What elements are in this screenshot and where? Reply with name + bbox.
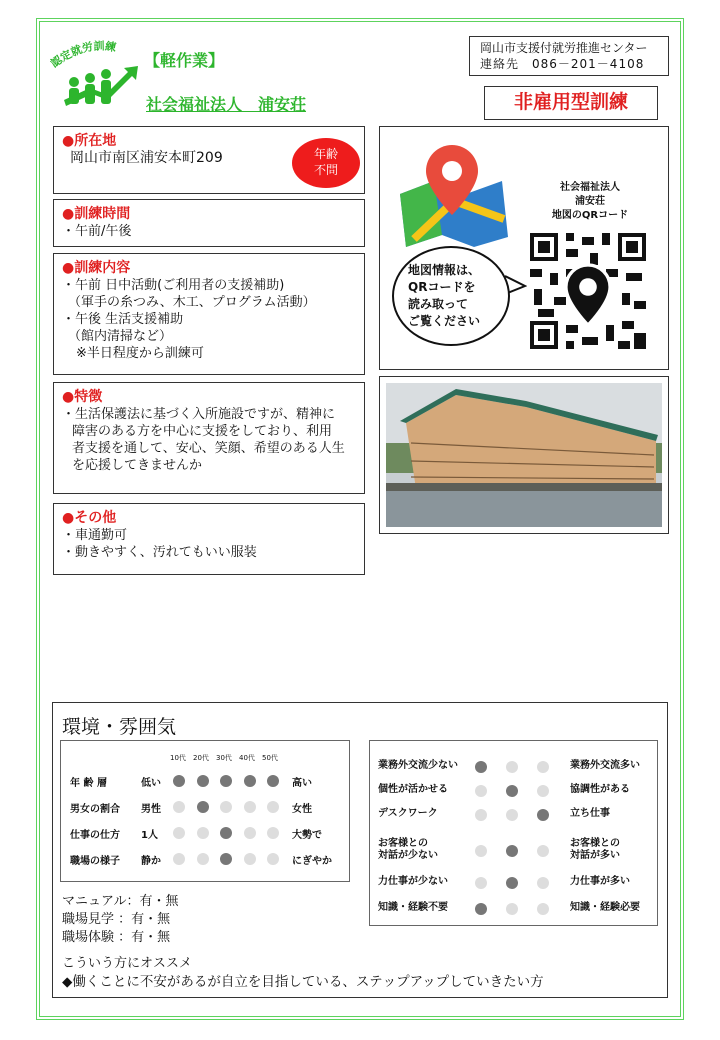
rating-high: 女性 [292, 804, 312, 815]
trait-right [570, 784, 630, 796]
rating-dot [220, 853, 232, 865]
trait-dot [475, 761, 487, 773]
trait-left [378, 838, 438, 862]
trait-left [378, 902, 448, 914]
rating-low: 男性 [141, 804, 161, 815]
trait-dot [475, 903, 487, 915]
rating-dot [197, 775, 209, 787]
content-line: ・午前 日中活動(ご利用者の支援補助) [62, 278, 285, 293]
rating-dot [197, 827, 209, 839]
bubble-line: 読み取って [408, 297, 469, 311]
other-line: ・車通勤可 [62, 528, 128, 543]
rating-dot [244, 853, 256, 865]
location-heading: ●所在地 [62, 133, 117, 149]
rating-dot [173, 853, 185, 865]
svg-text:認定就労訓練 [50, 39, 117, 71]
other-box [53, 503, 365, 575]
rating-dot [267, 775, 279, 787]
trait-dot [537, 761, 549, 773]
contact-number: 連絡先 086－201－4108 [480, 57, 645, 71]
age-tick: 30代 [216, 754, 232, 762]
age-ticks [170, 753, 285, 763]
rating-dot [197, 801, 209, 813]
center-name: 岡山市支援付就労推進センター [480, 41, 648, 55]
trait-right [570, 902, 640, 914]
features-box [53, 382, 365, 494]
trait-left [378, 808, 438, 820]
rating-dot [244, 775, 256, 787]
trait-dot [506, 903, 518, 915]
age-badge-line1: 年齢 [313, 147, 338, 161]
organization-name: 社会福祉法人 浦安荘 [146, 95, 307, 114]
logo [50, 38, 150, 118]
rating-label: 年 齢 層 [70, 778, 107, 789]
rating-high: 大勢で [292, 830, 322, 841]
trait-left-line: 対話が少ない [378, 850, 438, 861]
content-heading: ●訓練内容 [62, 260, 131, 276]
trait-dot [475, 877, 487, 889]
content-box [53, 253, 365, 375]
age-tick: 50代 [262, 754, 278, 762]
hours-text: ・午前/午後 [62, 224, 132, 239]
environment-title: 環境・雰囲気 [62, 716, 177, 738]
trait-dot [537, 903, 549, 915]
rating-label: 職場の様子 [70, 856, 120, 867]
trait-dot [537, 845, 549, 857]
map-pin-icon [394, 139, 514, 249]
recommend-text: ◆働くことに不安があるが自立を目指している、ステップアップしていきたい方 [62, 974, 544, 990]
training-type-badge: 非雇用型訓練 [484, 86, 658, 120]
trait-dot [506, 845, 518, 857]
age-tick: 40代 [239, 754, 255, 762]
trait-right-line: 協調性がある [570, 784, 630, 795]
visit-line: 職場見学 ：有・無 [62, 912, 171, 927]
trait-right-line: 業務外交流多い [570, 760, 640, 771]
trait-left-line: 知識・経験不要 [378, 902, 448, 913]
trait-right [570, 876, 630, 888]
trait-left-line: デスクワーク [378, 808, 438, 819]
trait-left-line: 力仕事が少ない [378, 876, 448, 887]
hours-heading: ●訓練時間 [62, 206, 131, 222]
rating-label: 男女の割合 [70, 804, 120, 815]
qr-title [530, 181, 650, 223]
age-badge-line2: 不問 [313, 163, 338, 177]
trait-left-line: 個性が活かせる [378, 784, 448, 795]
manual-line: マニュアル：有・無 [62, 894, 179, 909]
facility-photo [379, 376, 669, 534]
rating-dot [220, 775, 232, 787]
rating-low: 1人 [141, 830, 158, 841]
trait-right-line: 立ち仕事 [570, 808, 610, 819]
bubble-line: ご覧ください [408, 314, 481, 328]
recommend-heading: こういう方にオススメ [62, 956, 192, 971]
hours-box [53, 199, 365, 247]
qr-title-line: 社会福祉法人 [560, 182, 620, 193]
trait-left [378, 784, 448, 796]
trait-dot [475, 785, 487, 797]
trait-dot [506, 877, 518, 889]
rating-low: 低い [141, 778, 161, 789]
rating-dot [267, 827, 279, 839]
center-info [469, 36, 669, 76]
rating-dot [244, 801, 256, 813]
trait-left-line: 業務外交流少ない [378, 760, 458, 771]
trait-right [570, 808, 610, 820]
age-tick: 20代 [193, 754, 209, 762]
trait-right [570, 838, 620, 862]
bubble-line: QRコードを [408, 280, 476, 294]
content-line: ※半日程度から訓練可 [76, 346, 204, 361]
trait-right-line: 知識・経験必要 [570, 902, 640, 913]
rating-dot [267, 853, 279, 865]
trait-right-line: お客様との [570, 838, 620, 849]
rating-high: にぎやか [292, 856, 332, 867]
content-line: （軍手の糸つみ、木工、プログラム活動） [68, 295, 316, 310]
speech-bubble [392, 246, 510, 346]
category-label: 【軽作業】 [144, 51, 225, 70]
trait-dot [537, 809, 549, 821]
trait-right-line: 対話が多い [570, 850, 620, 861]
rating-dot [173, 775, 185, 787]
trait-left [378, 760, 458, 772]
bubble-line: 地図情報は、 [408, 263, 481, 277]
rating-dot [173, 801, 185, 813]
content-line: ・午後 生活支援補助 [62, 312, 184, 327]
qr-code-icon[interactable] [526, 229, 650, 353]
rating-dot [220, 801, 232, 813]
logo-text: 定就労訓練 [58, 39, 118, 65]
experience-line: 職場体験 ：有・無 [62, 930, 171, 945]
features-heading: ●特徴 [62, 389, 103, 405]
features-line: 障害のある方を中心に支援をしており、利用 [72, 424, 333, 439]
trait-dot [506, 809, 518, 821]
age-badge [292, 138, 360, 188]
trait-right-line: 力仕事が多い [570, 876, 630, 887]
qr-title-line: 地図のQRコード [551, 210, 629, 221]
age-tick: 10代 [170, 754, 186, 762]
rating-high: 高い [292, 778, 312, 789]
trait-dot [506, 761, 518, 773]
rating-label: 仕事の仕方 [70, 830, 120, 841]
features-line: ・生活保護法に基づく入所施設ですが、精神に [62, 407, 336, 422]
trait-left [378, 876, 448, 888]
rating-dot [220, 827, 232, 839]
rating-dot [197, 853, 209, 865]
rating-dot [173, 827, 185, 839]
trait-left-line: お客様との [378, 838, 428, 849]
trait-dot [475, 809, 487, 821]
qr-title-line: 浦安荘 [575, 196, 605, 207]
rating-low: 静か [141, 856, 161, 867]
trait-dot [537, 785, 549, 797]
rating-dot [244, 827, 256, 839]
address: 岡山市南区浦安本町209 [70, 150, 223, 166]
rating-dot [267, 801, 279, 813]
trait-right [570, 760, 640, 772]
trait-dot [537, 877, 549, 889]
features-line: を応援してきませんか [72, 458, 203, 473]
trait-dot [506, 785, 518, 797]
other-heading: ●その他 [62, 510, 117, 526]
features-line: 者支援を通して、安心、笑顔、希望のある人生 [72, 441, 345, 456]
content-line: （館内清掃など） [68, 329, 173, 344]
other-line: ・動きやすく、汚れてもいい服装 [62, 545, 257, 560]
trait-dot [475, 845, 487, 857]
